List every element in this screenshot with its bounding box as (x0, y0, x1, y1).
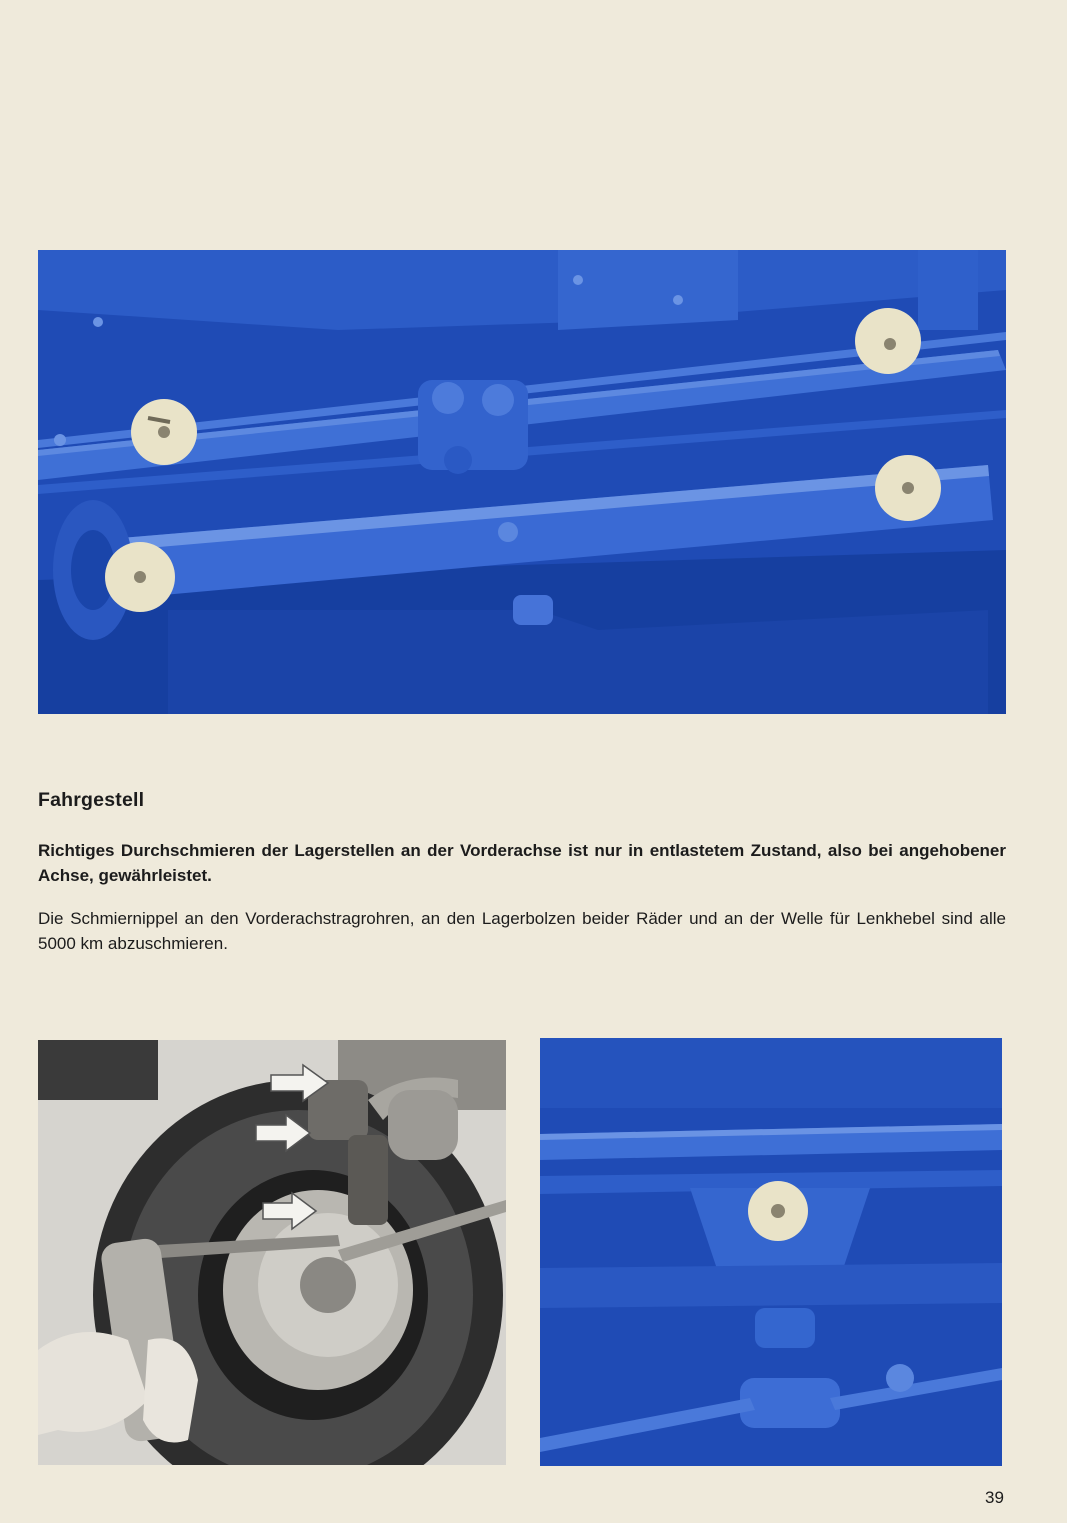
grease-nipple-highlight (131, 399, 197, 465)
wheel-greasing-photo (38, 1040, 506, 1465)
grease-nipple-highlight (748, 1181, 808, 1241)
bold-instruction-paragraph: Richtiges Durchschmieren der Lagerstellen an der Vorderachse ist nur in entlastetem Zustand, also bei angehobener Achse, gewährleistet. (38, 841, 1006, 885)
axle-underside-photo (38, 250, 1006, 714)
grease-nipple-highlight (855, 308, 921, 374)
instruction-paragraph: Die Schmiernippel an den Vorderachstragrohren, an den Lagerbolzen beider Räder und an der Welle für Lenkhebel sind alle 5000 km abzuschmieren. (38, 909, 1006, 953)
section-heading: Fahrgestell (38, 789, 145, 811)
grease-nipple-highlight (105, 542, 175, 612)
grease-nipple-highlight (875, 455, 941, 521)
steering-shaft-photo (540, 1038, 1002, 1466)
page-number: 39 (985, 1488, 1004, 1507)
